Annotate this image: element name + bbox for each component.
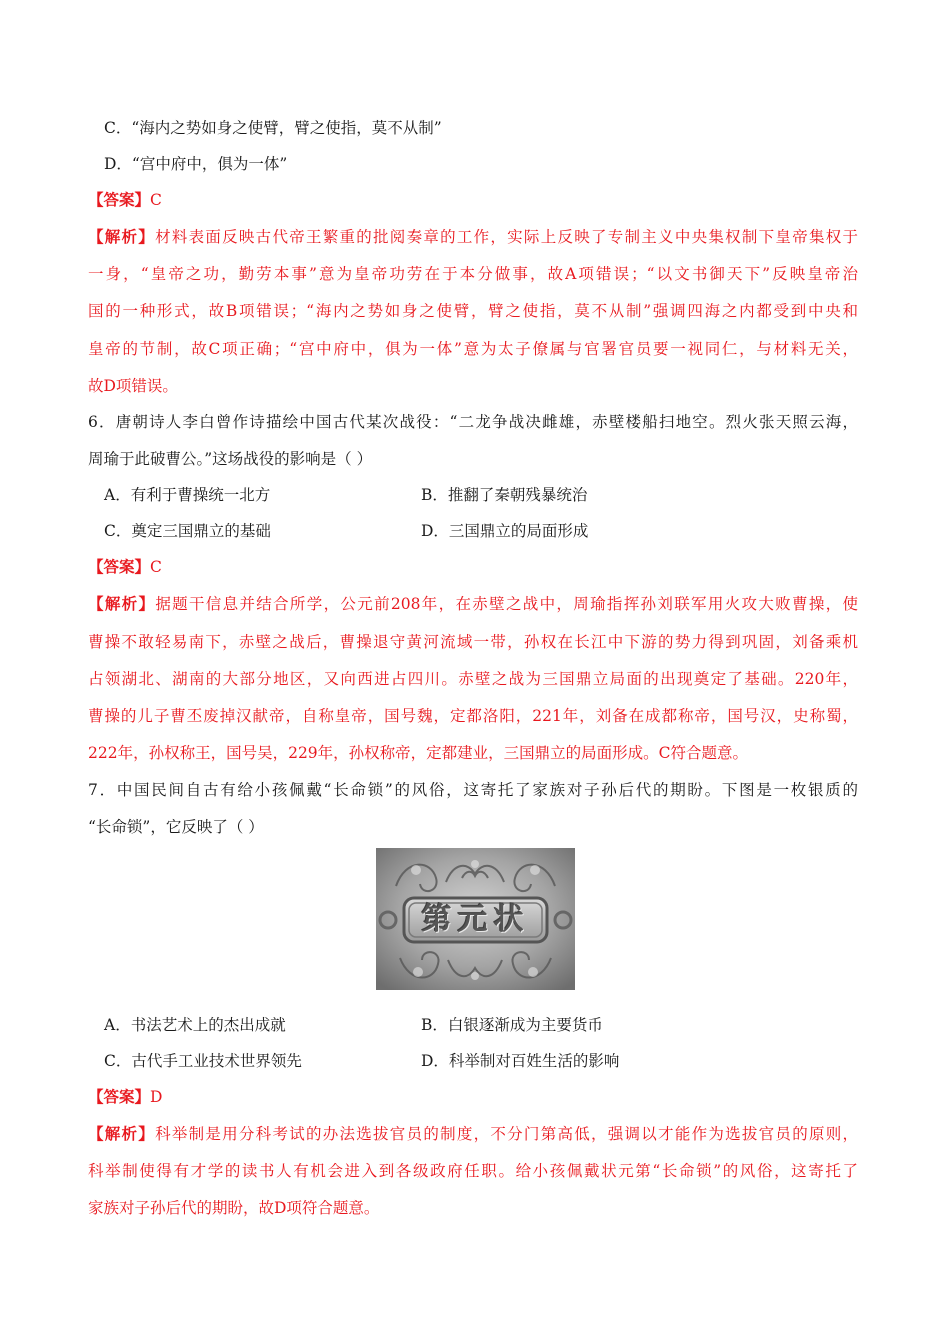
q6-analysis-line-4: 曹操的儿子曹丕废掉汉献帝，自称皇帝，国号魏，定都洛阳，221年，刘备在成都称帝，国号汉，史称蜀， [88, 707, 858, 725]
q7-analysis-line-2: 科举制使得有才学的读书人有机会进入到各级政府任职。给小孩佩戴状元第“长命锁”的风俗，这寄托了 [88, 1162, 858, 1180]
analysis-label: 【解析】 [88, 1124, 156, 1143]
q7-option-a: A．书法艺术上的杰出成就 [104, 1016, 286, 1034]
q7-option-c: C．古代手工业技术世界领先 [104, 1052, 302, 1070]
q6-option-c: C．奠定三国鼎立的基础 [104, 522, 271, 540]
q6-analysis-line-1: 【解析】据题干信息并结合所学，公元前208年，在赤壁之战中，周瑜指挥孙刘联军用火攻大败曹操，使 [88, 594, 858, 613]
analysis-label: 【解析】 [88, 594, 156, 613]
q5-analysis-line-2: 一身，“皇帝之功，勤劳本事”意为皇帝功劳在于本分做事，故A项错误；“以文书御天下”反映皇帝治 [88, 265, 858, 283]
q5-answer [88, 190, 162, 210]
analysis-label: 【解析】 [88, 227, 156, 246]
q5-analysis-line-1: 【解析】材料表面反映古代帝王繁重的批阅奏章的工作，实际上反映了专制主义中央集权制下皇帝集权于 [88, 227, 858, 246]
lock-inscription: 第元状 [421, 902, 530, 937]
answer-value: C [150, 191, 162, 209]
answer-label: 【答案】 [88, 1087, 151, 1106]
q5-analysis-line-4: 皇帝的节制，故C项正确；“宫中府中，俱为一体”意为太子僚属与官署官员要一视同仁，与材料无关， [88, 340, 858, 358]
answer-value: D [150, 1088, 163, 1106]
q5-option-c: C．“海内之势如身之使臂，臂之使指，莫不从制” [104, 119, 442, 137]
q6-option-d: D．三国鼎立的局面形成 [421, 522, 589, 540]
q6-answer [88, 557, 162, 577]
q7-stem-line-2: “长命锁”，它反映了（ ） [88, 818, 264, 836]
q7-analysis-line-3: 家族对子孙后代的期盼，故D项符合题意。 [88, 1199, 380, 1217]
q7-answer [88, 1087, 162, 1107]
q6-option-b: B．推翻了秦朝残暴统治 [421, 486, 588, 504]
q7-analysis-line-1: 【解析】科举制是用分科考试的办法选拔官员的制度，不分门第高低，强调以才能作为选拔官员的原则， [88, 1124, 858, 1143]
silver-longevity-lock-image [376, 848, 575, 990]
q6-analysis-line-3: 占领湖北、湖南的大部分地区，又向西进占四川。赤壁之战为三国鼎立局面的出现奠定了基础。220年， [88, 670, 858, 688]
q6-stem-line-1: 6．唐朝诗人李白曾作诗描绘中国古代某次战役：“二龙争战决雌雄，赤壁楼船扫地空。烈火张天照云海， [88, 413, 858, 431]
q7-option-b: B．白银逐渐成为主要货币 [421, 1016, 603, 1034]
q6-stem-line-2: 周瑜于此破曹公。”这场战役的影响是（ ） [88, 450, 373, 468]
q6-analysis-line-2: 曹操不敢轻易南下，赤壁之战后，曹操退守黄河流域一带，孙权在长江中下游的势力得到巩固，刘备乘机 [88, 633, 858, 651]
q6-option-a: A．有利于曹操统一北方 [104, 486, 271, 504]
q5-analysis-line-3: 国的一种形式，故B项错误；“海内之势如身之使臂，臂之使指，莫不从制”强调四海之内都受到中央和 [88, 302, 858, 320]
answer-value: C [150, 558, 162, 576]
answer-label: 【答案】 [88, 557, 151, 576]
q6-analysis-line-5: 222年，孙权称王，国号吴，229年，孙权称帝，定都建业，三国鼎立的局面形成。C符合题意。 [88, 744, 749, 762]
q5-analysis-line-5: 故D项错误。 [88, 377, 178, 395]
q7-option-d: D．科举制对百姓生活的影响 [421, 1052, 620, 1070]
q5-option-d: D．“宫中府中，俱为一体” [104, 155, 288, 173]
q7-stem-line-1: 7．中国民间自古有给小孩佩戴“长命锁”的风俗，这寄托了家族对子孙后代的期盼。下图是一枚银质的 [88, 781, 858, 799]
answer-label: 【答案】 [88, 190, 151, 209]
